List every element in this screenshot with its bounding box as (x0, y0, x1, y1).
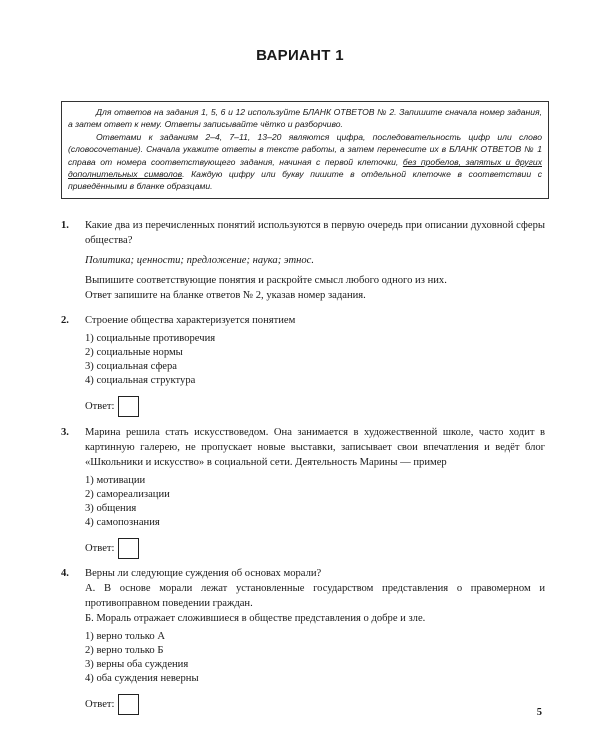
answer-row (85, 537, 545, 559)
option-item: 1) социальные противоречия (85, 333, 216, 344)
answer-label: Ответ: (85, 698, 115, 710)
options-list (85, 474, 545, 530)
option-item: 2) социальные нормы (85, 347, 183, 358)
option-item: 3) верны оба суждения (85, 659, 189, 670)
option-item: 2) верно только Б (85, 645, 164, 656)
statement-b: Б. Мораль отражает сложившиеся в обществе представления о добре и зле. (85, 613, 426, 624)
instructions-paragraph-2 (68, 131, 542, 193)
instructions-p2-end: . Каждую цифру или букву пишите в отдельной клеточке в соответствии с приведёнными в бланке образцами. (68, 169, 542, 192)
instructions-p2-underlined: без пробелов, запятых и других дополнительных символов (68, 156, 542, 180)
option-item: 1) верно только А (85, 631, 165, 642)
option-item: 2) самореализации (85, 489, 170, 500)
question-task: Выпишите соответствующие понятия и раскройте смысл любого одного из них. (85, 275, 447, 286)
option-item: 4) самопознания (85, 517, 160, 528)
question-number: 4. (61, 568, 69, 579)
question-4 (61, 566, 545, 715)
question-text: Верны ли следующие суждения об основах морали? (85, 568, 322, 579)
instructions-p2-start: Ответами к заданиям 2–4, 7–11, 13–20 являются цифра, последовательность цифр или слово (словосочетание). Сначала укажите ответы в тексте работы, а затем перенесите их в БЛАНК ОТВЕТОВ № 1 справа от номера соответствующего задания, начиная с первой клеточки, (68, 131, 542, 167)
option-item: 3) общения (85, 503, 137, 514)
answer-label: Ответ: (85, 542, 115, 554)
answer-label: Ответ: (85, 400, 115, 412)
statement-a: А. В основе морали лежат установленные государством представления о правомерном и противоправном поведении граждан. (85, 583, 545, 609)
question-number: 1. (61, 220, 69, 231)
question-terms: Политика; ценности; предложение; наука; этнос. (85, 255, 314, 266)
options-list (85, 332, 545, 388)
question-number: 2. (61, 315, 69, 326)
question-note: Ответ запишите на бланке ответов № 2, указав номер задания. (85, 290, 366, 301)
answer-box[interactable] (118, 538, 139, 559)
question-2 (61, 313, 545, 417)
variant-title: ВАРИАНТ 1 (256, 47, 344, 64)
question-number: 3. (61, 427, 69, 438)
question-3 (61, 425, 545, 559)
instructions-box (61, 101, 549, 199)
options-list (85, 630, 545, 686)
option-item: 4) социальная структура (85, 375, 196, 386)
question-text: Строение общества характеризуется понятием (85, 315, 296, 326)
answer-row (85, 395, 545, 417)
option-item: 1) мотивации (85, 475, 146, 486)
option-item: 4) оба суждения неверны (85, 673, 199, 684)
question-text: Марина решила стать искусствоведом. Она занимается в художественной школе, часто ходит в картинную галерею, не пропускает новые выставки, записывает свои впечатления и ведёт блог «Школьники и искусство» в социальной сети. Деятельность Марины — пример (85, 427, 545, 468)
answer-box[interactable] (118, 396, 139, 417)
question-1 (61, 218, 545, 303)
page-number: 5 (536, 707, 542, 718)
answer-row (85, 693, 545, 715)
answer-box[interactable] (118, 694, 139, 715)
instructions-paragraph-1: Для ответов на задания 1, 5, 6 и 12 используйте БЛАНК ОТВЕТОВ № 2. Запишите сначала номер задания, а затем ответ к нему. Ответы записывайте чётко и разборчиво. (68, 107, 542, 130)
question-text: Какие два из перечисленных понятий используются в первую очередь при описании духовной сферы общества? (85, 220, 545, 246)
option-item: 3) социальная сфера (85, 361, 178, 372)
